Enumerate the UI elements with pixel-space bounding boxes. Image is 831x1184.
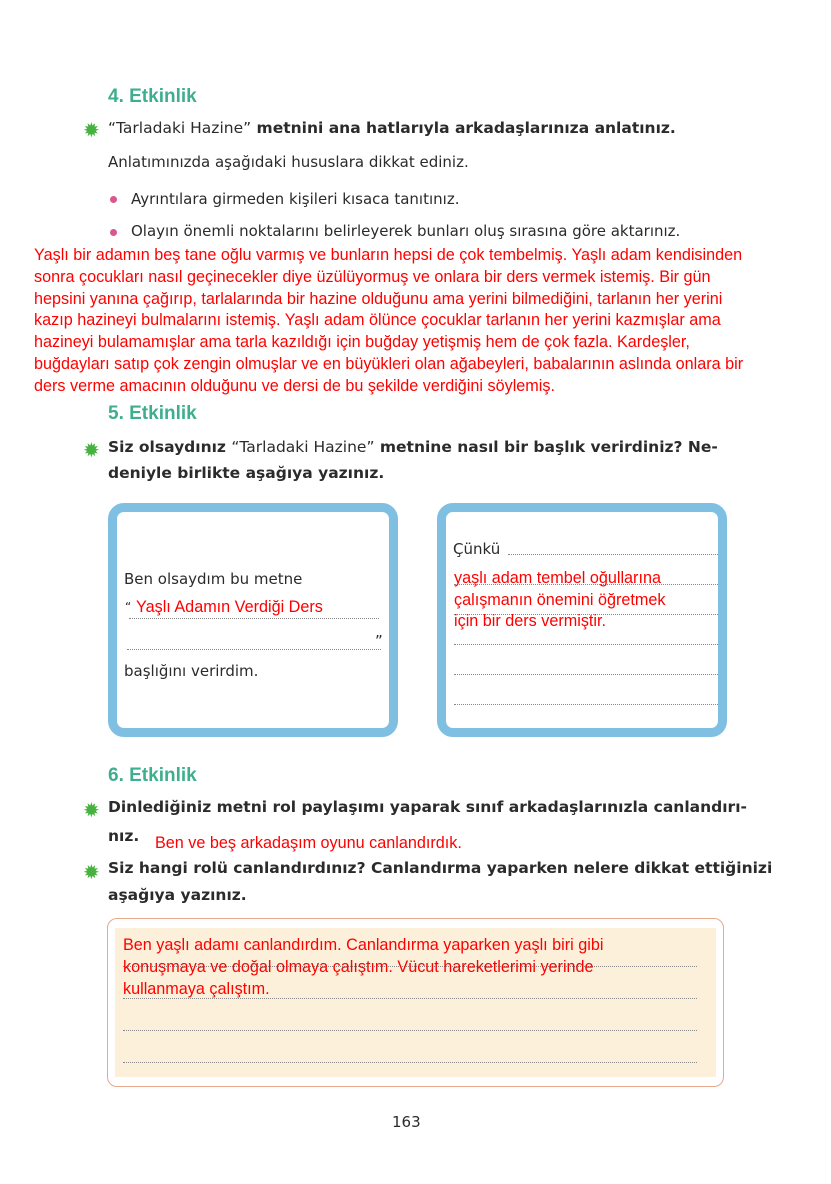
activity-6-answer-1[interactable]: Ben ve beş arkadaşım oyunu canlandırdık.: [155, 834, 462, 852]
close-quote: ”: [375, 632, 383, 650]
box-text: başlığını verirdim.: [124, 662, 259, 680]
answer-line: kazıp hazineyi bulmalarını istemiş. Yaşlı adam ölünce çocuklar tarlanın her yerini kazmışlar ama: [34, 311, 721, 330]
bullet-dot-icon: [110, 229, 117, 236]
answer-line: yaşlı adam tembel oğullarına: [454, 569, 661, 587]
answer-line: Ben yaşlı adamı canlandırdım. Canlandırma yaparken yaşlı biri gibi: [123, 936, 604, 954]
bullet-item: Olayın önemli noktalarını belirleyerek bunları oluş sırasına göre aktarınız.: [131, 222, 681, 240]
star-bullet-icon: ✹: [83, 860, 100, 884]
answer-line: buğdayları satıp çok zengin olmuşlar ve en büyükleri olan ağabeyleri, babalarının aslında onlara bir: [34, 354, 744, 373]
dotted-line: [123, 1030, 697, 1031]
dotted-line: [454, 674, 718, 675]
box-text: Ben olsaydım bu metne: [124, 570, 303, 588]
bullet-item: Ayrıntılara girmeden kişileri kısaca tanıtınız.: [131, 190, 460, 208]
title-answer-text[interactable]: Yaşlı Adamın Verdiği Ders: [136, 598, 323, 616]
activity-4-instruction: [108, 119, 676, 137]
reason-answer-text[interactable]: [454, 568, 665, 633]
answer-line: sonra çocukları nasıl geçinecekler diye üzülüyormuş ve onlara bir ders vermek istemiş. Bir gün: [34, 267, 711, 286]
activity-6-title: 6. Etkinlik: [108, 765, 197, 786]
activity-4-answer: [34, 245, 743, 398]
title-answer-box: [108, 503, 398, 737]
activity-5-question: [108, 438, 718, 456]
dotted-line: [508, 554, 718, 555]
activity-5-question-line2: deniyle birlikte aşağıya yazınız.: [108, 464, 385, 482]
reason-answer-box: [437, 503, 727, 737]
answer-line: çalışmanın önemini öğretmek: [454, 590, 666, 609]
dotted-line: [123, 1062, 697, 1063]
answer-line: Yaşlı bir adamın beş tane oğlu varmış ve bunların hepsi de çok tembelmiş. Yaşlı adam kendisinden: [34, 246, 743, 264]
page-number: 163: [392, 1113, 421, 1131]
answer-line: kullanmaya çalıştım.: [123, 980, 270, 998]
activity-6-question-2: Siz hangi rolü canlandırdınız? Canlandırma yaparken nelere dikkat ettiğinizi: [108, 859, 773, 877]
answer-line: ders verme amacının olduğunu ve dersi de bu şekilde verdiğini söylemiş.: [34, 376, 555, 395]
activity-6-question-1-line2: nız.: [108, 827, 140, 845]
answer-line: için bir ders vermiştir.: [454, 612, 607, 630]
because-label: Çünkü: [453, 540, 501, 558]
answer-line: konuşmaya ve doğal olmaya çalıştım. Vücut hareketlerimi yerinde: [123, 958, 594, 976]
star-bullet-icon: ✹: [83, 118, 100, 142]
open-quote: “: [125, 600, 132, 614]
bullet-dot-icon: [110, 196, 117, 203]
answer-line: hazineyi bulamamışlar ama tarla kazıldığı için buğday yetişmiş hem de çok fazla. Kardeşler,: [34, 333, 690, 352]
instruction-text: metnini ana hatlarıyla arkadaşlarınıza anlatınız.: [251, 119, 676, 137]
dotted-line: [454, 644, 718, 645]
text-title-quote: “Tarladaki Hazine”: [231, 438, 375, 456]
question-text: metnine nasıl bir başlık verirdiniz? Ne-: [374, 438, 718, 456]
activity-6-question-1: Dinlediğiniz metni rol paylaşımı yaparak sınıf arkadaşlarınızla canlandırı-: [108, 798, 747, 816]
activity-4-title: 4. Etkinlik: [108, 86, 197, 107]
answer-line: hepsini yanına çağırıp, tarlalarında bir hazine olduğunu ama yerini bilmediğini, tarlanın her yerini: [34, 289, 723, 308]
activity-4-note: Anlatımınızda aşağıdaki hususlara dikkat ediniz.: [108, 153, 469, 171]
text-title-quote: “Tarladaki Hazine”: [108, 119, 252, 137]
role-answer-box: [107, 918, 724, 1087]
activity-5-title: 5. Etkinlik: [108, 403, 197, 424]
star-bullet-icon: ✹: [83, 438, 100, 462]
dotted-line: [129, 618, 379, 619]
role-answer-text: [123, 934, 603, 1000]
dotted-line: [127, 649, 381, 650]
role-answer-area[interactable]: [115, 928, 716, 1077]
star-bullet-icon: ✹: [83, 798, 100, 822]
activity-6-question-2-line2: aşağıya yazınız.: [108, 886, 247, 904]
question-text: Siz olsaydınız: [108, 438, 232, 456]
dotted-line: [454, 704, 718, 705]
